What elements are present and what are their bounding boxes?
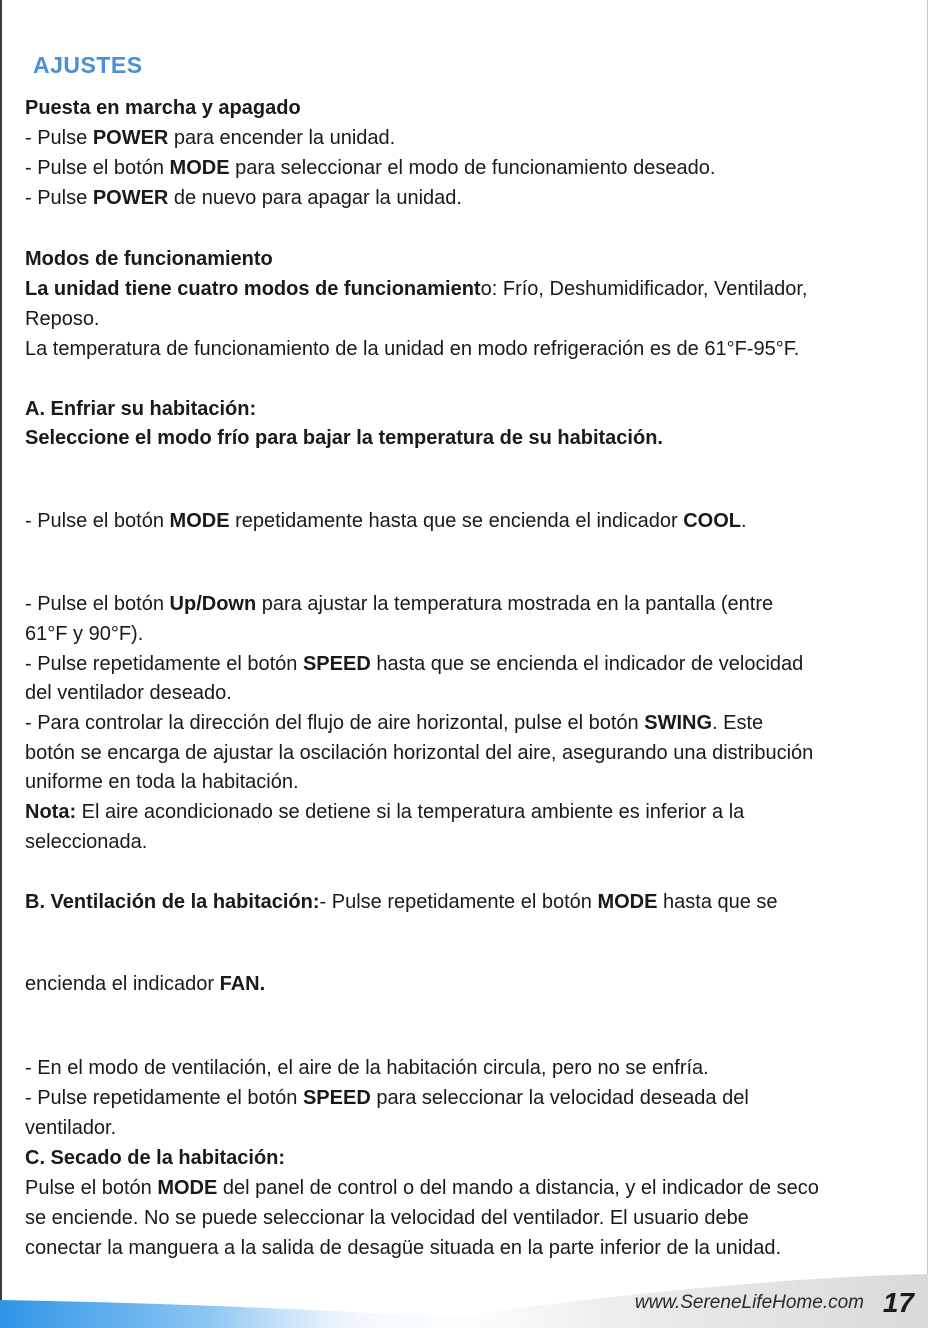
text-line: - Pulse el botón Up/Down para ajustar la temperatura mostrada en la pantalla (entre: [25, 593, 774, 615]
text-line: La unidad tiene cuatro modos de funcionamiento: Frío, Deshumidificador, Ventilador,: [25, 278, 808, 300]
text-line: Reposo.: [25, 308, 100, 330]
heading-modes: Modos de funcionamiento: [25, 248, 273, 270]
text-line: - Para controlar la dirección del flujo de aire horizontal, pulse el botón SWING. Este: [25, 712, 764, 734]
text-line: La temperatura de funcionamiento de la unidad en modo refrigeración es de 61°F-95°F.: [25, 338, 800, 360]
text-line: - Pulse repetidamente el botón SPEED para seleccionar la velocidad deseada del: [25, 1087, 749, 1109]
page-border-left: [0, 0, 2, 1328]
text-line: del ventilador deseado.: [25, 682, 232, 704]
text-line: ventilador.: [25, 1117, 117, 1139]
text-line: - Pulse el botón MODE repetidamente hasta que se encienda el indicador COOL.: [25, 510, 747, 532]
text-line: uniforme en toda la habitación.: [25, 771, 299, 793]
heading-power: Puesta en marcha y apagado: [25, 97, 301, 119]
text-line: - Pulse repetidamente el botón SPEED hasta que se encienda el indicador de velocidad: [25, 653, 804, 675]
text-line: Pulse el botón MODE del panel de control o del mando a distancia, y el indicador de seco: [25, 1177, 819, 1199]
note-line: Nota: El aire acondicionado se detiene si la temperatura ambiente es inferior a la: [25, 801, 745, 823]
text-line: encienda el indicador FAN.: [25, 973, 266, 995]
text-line: - Pulse POWER para encender la unidad.: [25, 127, 396, 149]
heading-dry: C. Secado de la habitación:: [25, 1147, 286, 1169]
footer-url[interactable]: www.SereneLifeHome.com: [634, 1292, 864, 1313]
text-line: - En el modo de ventilación, el aire de la habitación circula, pero no se enfría.: [25, 1057, 709, 1079]
text-line: - Pulse POWER de nuevo para apagar la unidad.: [25, 187, 462, 209]
heading-cool: A. Enfriar su habitación:: [25, 398, 257, 420]
text-line: conectar la manguera a la salida de desagüe situada en la parte inferior de la unidad.: [25, 1237, 782, 1259]
text-line: seleccionada.: [25, 831, 148, 853]
text-line: - Pulse el botón MODE para seleccionar el modo de funcionamiento deseado.: [25, 157, 716, 179]
section-title: AJUSTES: [33, 52, 143, 78]
page-number: 17: [882, 1287, 914, 1318]
heading-fan: B. Ventilación de la habitación:- Pulse repetidamente el botón MODE hasta que se: [25, 891, 778, 913]
text-line: se enciende. No se puede seleccionar la velocidad del ventilador. El usuario debe: [25, 1207, 749, 1229]
subheading-cool: Seleccione el modo frío para bajar la temperatura de su habitación.: [25, 427, 663, 449]
text-line: 61°F y 90°F).: [25, 623, 144, 645]
text-line: botón se encarga de ajustar la oscilación horizontal del aire, asegurando una distribución: [25, 742, 814, 764]
